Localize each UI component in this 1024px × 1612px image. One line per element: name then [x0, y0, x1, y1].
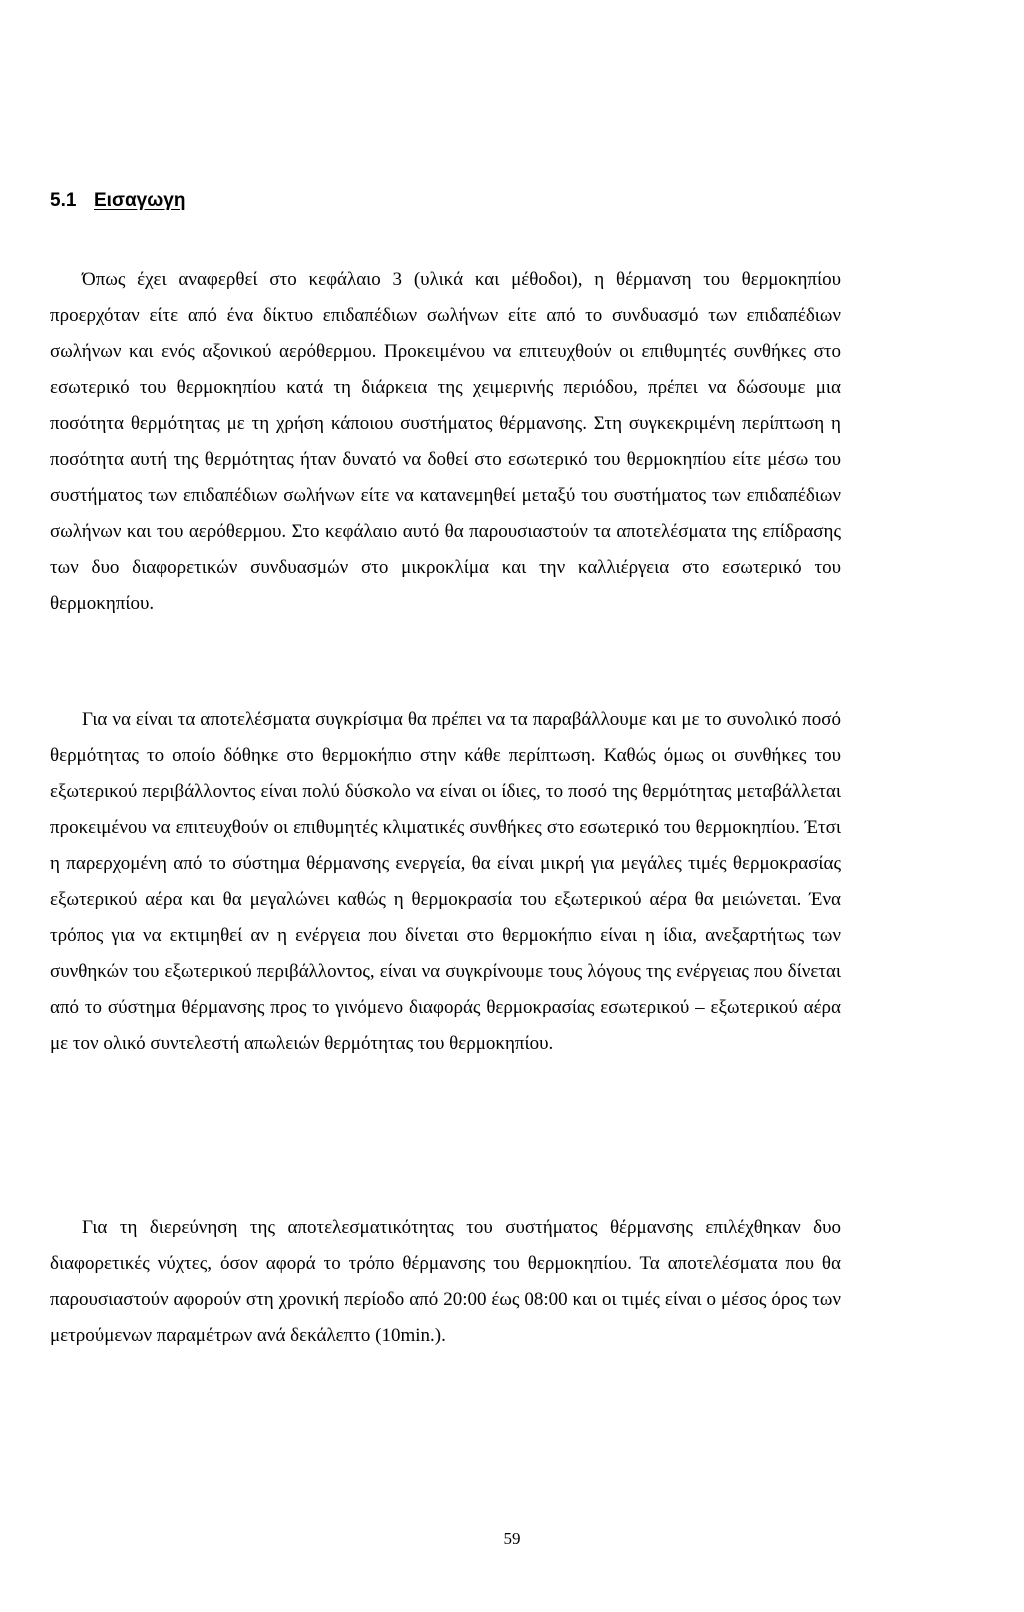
body-paragraph: Για να είναι τα αποτελέσματα συγκρίσιμα θα πρέπει να τα παραβάλλουμε και με το συνολικό ποσό θερμότητας το οποίο δόθηκε στο θερμοκήπιο στην κάθε περίπτωση. Καθώς όμως οι συνθήκες του εξωτερικού περιβάλλοντος είναι πολύ δύσκολο να είναι οι ίδιες, το ποσό της θερμότητας μεταβάλλεται προκειμένου να επιτευχθούν οι επιθυμητές κλιματικές συνθήκες στο εσωτερικό του θερμοκηπίου. Έτσι η παρερχομένη από το σύστημα θέρμανσης ενεργεία, θα είναι μικρή για μεγάλες τιμές θερμοκρασίας εξωτερικού αέρα και θα μεγαλώνει καθώς η θερμοκρασία του εξωτερικού αέρα θα μειώνεται. Ένα τρόπος για να εκτιμηθεί αν η ενέργεια που δίνεται στο θερμοκήπιο είναι η ίδια, ανεξαρτήτως των συνθηκών του εξωτερικού περιβάλλοντος, είναι να συγκρίνουμε τους λόγους της ενέργειας που δίνεται από το σύστημα θέρμανσης προς το γινόμενο διαφοράς θερμοκρασίας εσωτερικού – εξωτερικού αέρα με τον ολικό συντελεστή απωλειών θερμότητας του θερμοκηπίου.: [50, 709, 841, 1054]
paragraph-block-3: [50, 1210, 841, 1354]
section-heading: [50, 188, 185, 214]
paragraph-block-2: [50, 702, 841, 1062]
page-number: 59: [503, 1529, 521, 1548]
body-paragraph: Για τη διερεύνηση της αποτελεσματικότητας του συστήματος θέρμανσης επιλέχθηκαν δυο διαφορετικές νύχτες, όσον αφορά το τρόπο θέρμανσης του θερμοκηπίου. Τα αποτελέσματα που θα παρουσιαστούν αφορούν στη χρονική περίοδο από 20:00 έως 08:00 και οι τιμές είναι ο μέσος όρος των μετρούμενων παραμέτρων ανά δεκάλεπτο (10min.).: [50, 1217, 841, 1346]
body-paragraph: Όπως έχει αναφερθεί στο κεφάλαιο 3 (υλικά και μέθοδοι), η θέρμανση του θερμοκηπίου προερχόταν είτε από ένα δίκτυο επιδαπέδιων σωλήνων είτε από το συνδυασμό των επιδαπέδιων σωλήνων και ενός αξονικού αερόθερμου. Προκειμένου να επιτευχθούν οι επιθυμητές συνθήκες στο εσωτερικό του θερμοκηπίου κατά τη διάρκεια της χειμερινής περιόδου, πρέπει να δώσουμε μια ποσότητα θερμότητας με τη χρήση κάποιου συστήματος θέρμανσης. Στη συγκεκριμένη περίπτωση η ποσότητα αυτή της θερμότητας ήταν δυνατό να δοθεί στο εσωτερικό του θερμοκηπίου είτε μέσω του συστήματος των επιδαπέδιων σωλήνων είτε να κατανεμηθεί μεταξύ του συστήματος των επιδαπέδιων σωλήνων και του αερόθερμου. Στο κεφάλαιο αυτό θα παρουσιαστούν τα αποτελέσματα της επίδρασης των δυο διαφορετικών συνδυασμών στο μικροκλίμα και την καλλιέργεια στο εσωτερικό του θερμοκηπίου.: [50, 269, 841, 614]
paragraph-block-1: [50, 262, 841, 622]
section-number: 5.1: [50, 190, 77, 211]
section-title: Εισαγωγη: [94, 190, 186, 211]
